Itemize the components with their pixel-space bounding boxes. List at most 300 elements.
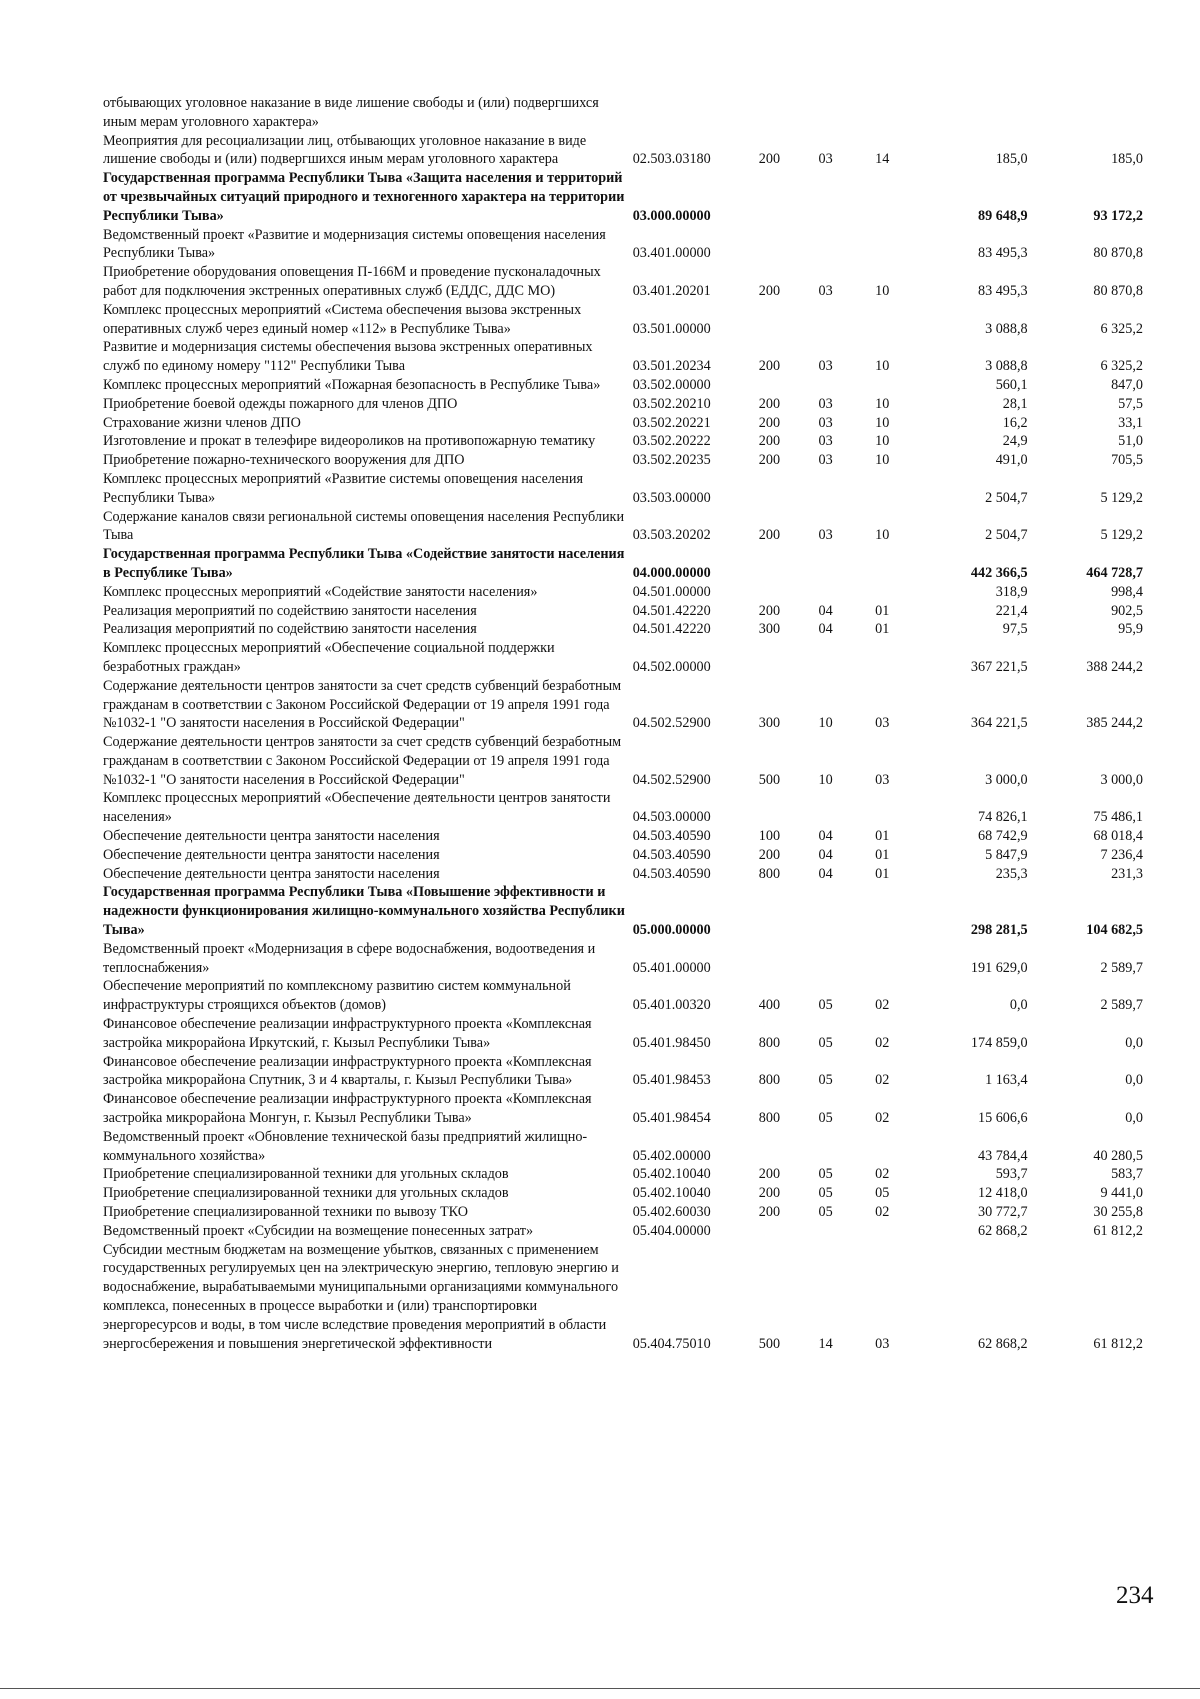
row-section: 04 bbox=[818, 865, 833, 882]
row-sum-year-1: 593,7 bbox=[995, 1166, 1028, 1183]
table-row bbox=[103, 1241, 1143, 1354]
row-sum-year-2: 385 244,2 bbox=[1086, 715, 1143, 732]
row-subsection bbox=[851, 789, 913, 827]
row-code: 02.503.03180 bbox=[632, 151, 711, 168]
row-sum-year-2: 40 280,5 bbox=[1093, 1147, 1143, 1164]
row-subsection: 05 bbox=[875, 1185, 890, 1202]
row-subsection bbox=[851, 1222, 913, 1241]
row-expense-type: 100 bbox=[758, 828, 781, 845]
row-sum-year-2: 33,1 bbox=[1118, 414, 1143, 431]
row-sum-year-2: 80 870,8 bbox=[1093, 245, 1143, 262]
row-section: 05 bbox=[818, 1204, 833, 1221]
row-name: Ведомственный проект «Развитие и модернизация системы оповещения населения Республики Тыва» bbox=[103, 226, 606, 262]
row-name: Государственная программа Республики Тыва «Повышение эффективности и надежности функционирования жилищно-коммунального хозяйства Республики Тыва» bbox=[103, 884, 625, 939]
table-row bbox=[103, 1222, 1143, 1241]
row-section: 03 bbox=[818, 151, 833, 168]
row-name: Приобретение оборудования оповещения П-166М и проведение пусконаладочных работ для подключения экстренных оперативных служб (ЕДДС, ДДС МО) bbox=[103, 264, 601, 299]
table-row bbox=[103, 545, 1143, 583]
table-row bbox=[103, 940, 1143, 978]
row-sum-year-1: 12 418,0 bbox=[977, 1185, 1028, 1202]
row-sum-year-1: 221,4 bbox=[995, 602, 1028, 619]
row-code: 04.503.40590 bbox=[632, 828, 711, 845]
table-row bbox=[103, 827, 1143, 846]
row-subsection bbox=[851, 376, 913, 395]
row-expense-type: 200 bbox=[758, 846, 781, 863]
row-subsection: 02 bbox=[875, 1072, 890, 1089]
row-name: Меоприятия для ресоциализации лиц, отбывающих уголовное наказание в виде лишение свободы и (или) подвергшихся иным мерам уголовного характера bbox=[103, 132, 587, 168]
row-name: отбывающих уголовное наказание в виде лишение свободы и (или) подвергшихся иным мерам уголовного характера» bbox=[103, 95, 599, 130]
row-subsection: 01 bbox=[875, 602, 890, 619]
row-sum-year-1 bbox=[913, 94, 1027, 132]
row-sum-year-2: 231,3 bbox=[1111, 865, 1143, 882]
row-code: 05.402.00000 bbox=[632, 1147, 711, 1164]
row-sum-year-1: 0,0 bbox=[1009, 997, 1028, 1014]
row-sum-year-1: 89 648,9 bbox=[977, 207, 1028, 224]
row-sum-year-2: 9 441,0 bbox=[1100, 1185, 1143, 1202]
row-sum-year-1: 491,0 bbox=[995, 452, 1028, 469]
row-code: 05.402.10040 bbox=[632, 1166, 711, 1183]
row-subsection: 02 bbox=[875, 1204, 890, 1221]
row-section bbox=[800, 169, 851, 225]
row-subsection: 03 bbox=[875, 1335, 890, 1352]
row-name: Государственная программа Республики Тыва «Содействие занятости населения в Республике Тыва» bbox=[103, 546, 625, 581]
row-name: Содержание деятельности центров занятости за счет средств субвенций безработным гражданам в соответствии с Законом Российской Федерации от 19 апреля 1991 года №1032-1 "О занятости населения в Российской Федерации" bbox=[103, 677, 622, 732]
row-subsection bbox=[851, 883, 913, 939]
row-sum-year-1: 191 629,0 bbox=[970, 959, 1028, 976]
row-expense-type: 200 bbox=[758, 1166, 781, 1183]
row-section: 14 bbox=[818, 1335, 833, 1352]
row-sum-year-2: 5 129,2 bbox=[1100, 527, 1143, 544]
row-code: 03.502.20235 bbox=[632, 452, 711, 469]
row-code: 03.501.20234 bbox=[632, 358, 711, 375]
row-name: Финансовое обеспечение реализации инфраструктурного проекта «Комплексная застройка микрорайона Спутник, 3 и 4 кварталы, г. Кызыл Республики Тыва» bbox=[103, 1053, 592, 1089]
row-code: 05.402.10040 bbox=[632, 1185, 711, 1202]
row-subsection: 01 bbox=[875, 846, 890, 863]
row-section: 04 bbox=[818, 621, 833, 638]
table-row bbox=[103, 1128, 1143, 1166]
row-expense-type bbox=[739, 169, 800, 225]
row-expense-type: 200 bbox=[758, 151, 781, 168]
row-name: Обеспечение деятельности центра занятости населения bbox=[103, 846, 440, 863]
row-expense-type: 800 bbox=[758, 1072, 781, 1089]
table-row bbox=[103, 470, 1143, 508]
row-name: Страхование жизни членов ДПО bbox=[103, 414, 301, 431]
row-name: Ведомственный проект «Модернизация в сфере водоснабжения, водоотведения и теплоснабжения» bbox=[103, 940, 596, 976]
table-row bbox=[103, 1090, 1143, 1128]
row-code: 05.404.75010 bbox=[632, 1335, 711, 1352]
row-name: Ведомственный проект «Обновление технической базы предприятий жилищно-коммунального хозяйства» bbox=[103, 1128, 588, 1164]
row-code: 05.402.60030 bbox=[632, 1204, 711, 1221]
row-code: 04.501.42220 bbox=[632, 602, 711, 619]
table-row bbox=[103, 226, 1143, 264]
row-sum-year-2: 388 244,2 bbox=[1086, 658, 1143, 675]
row-subsection: 10 bbox=[875, 452, 890, 469]
row-expense-type bbox=[739, 94, 800, 132]
table-row bbox=[103, 169, 1143, 225]
row-name: Содержание каналов связи региональной системы оповещения населения Республики Тыва bbox=[103, 508, 625, 544]
row-section: 03 bbox=[818, 433, 833, 450]
row-sum-year-1: 174 859,0 bbox=[970, 1034, 1028, 1051]
row-section bbox=[800, 376, 851, 395]
row-expense-type: 200 bbox=[758, 1204, 781, 1221]
table-row bbox=[103, 620, 1143, 639]
table-row bbox=[103, 338, 1143, 376]
row-sum-year-2: 61 812,2 bbox=[1093, 1222, 1143, 1239]
row-sum-year-2: 902,5 bbox=[1111, 602, 1143, 619]
row-sum-year-1: 68 742,9 bbox=[977, 828, 1028, 845]
row-section: 10 bbox=[818, 771, 833, 788]
row-subsection bbox=[851, 94, 913, 132]
row-section: 05 bbox=[818, 1166, 833, 1183]
row-expense-type bbox=[739, 301, 800, 339]
row-name: Комплекс процессных мероприятий «Обеспечение деятельности центров занятости населения» bbox=[103, 790, 611, 826]
row-section bbox=[800, 940, 851, 978]
row-sum-year-2: 998,4 bbox=[1111, 583, 1143, 600]
row-sum-year-2: 583,7 bbox=[1111, 1166, 1143, 1183]
row-name: Приобретение специализированной техники по вывозу ТКО bbox=[103, 1204, 468, 1221]
row-sum-year-2: 104 682,5 bbox=[1086, 922, 1143, 939]
row-subsection: 01 bbox=[875, 828, 890, 845]
row-section: 05 bbox=[818, 997, 833, 1014]
table-row bbox=[103, 639, 1143, 677]
row-code: 04.502.52900 bbox=[632, 715, 711, 732]
row-expense-type: 200 bbox=[758, 282, 781, 299]
row-code: 04.000.00000 bbox=[632, 564, 711, 581]
table-row bbox=[103, 395, 1143, 414]
row-subsection: 10 bbox=[875, 282, 890, 299]
row-sum-year-2: 51,0 bbox=[1118, 433, 1143, 450]
row-sum-year-2: 5 129,2 bbox=[1100, 489, 1143, 506]
table-row bbox=[103, 977, 1143, 1015]
row-expense-type bbox=[739, 376, 800, 395]
table-row bbox=[103, 432, 1143, 451]
row-expense-type bbox=[739, 940, 800, 978]
row-sum-year-1: 28,1 bbox=[1002, 395, 1028, 412]
budget-table bbox=[103, 94, 1143, 1353]
row-sum-year-2: 61 812,2 bbox=[1093, 1335, 1143, 1352]
row-code: 03.503.20202 bbox=[632, 527, 711, 544]
row-expense-type bbox=[739, 583, 800, 602]
row-sum-year-1: 235,3 bbox=[995, 865, 1028, 882]
row-subsection bbox=[851, 545, 913, 583]
row-expense-type: 500 bbox=[758, 771, 781, 788]
row-sum-year-2: 57,5 bbox=[1118, 395, 1143, 412]
table-row bbox=[103, 789, 1143, 827]
row-section bbox=[800, 789, 851, 827]
row-sum-year-1: 442 366,5 bbox=[970, 564, 1028, 581]
table-row bbox=[103, 846, 1143, 865]
row-expense-type: 300 bbox=[758, 715, 781, 732]
row-expense-type: 200 bbox=[758, 452, 781, 469]
row-sum-year-2: 30 255,8 bbox=[1093, 1204, 1143, 1221]
row-sum-year-2 bbox=[1028, 94, 1143, 132]
row-sum-year-2: 6 325,2 bbox=[1100, 358, 1143, 375]
row-subsection: 02 bbox=[875, 997, 890, 1014]
row-section: 03 bbox=[818, 452, 833, 469]
row-code: 05.000.00000 bbox=[632, 922, 711, 939]
table-row bbox=[103, 602, 1143, 621]
row-sum-year-1: 298 281,5 bbox=[970, 922, 1028, 939]
row-expense-type bbox=[739, 789, 800, 827]
row-expense-type bbox=[739, 883, 800, 939]
row-sum-year-2: 75 486,1 bbox=[1093, 809, 1143, 826]
row-section bbox=[800, 583, 851, 602]
row-subsection bbox=[851, 583, 913, 602]
row-code: 04.502.52900 bbox=[632, 771, 711, 788]
row-expense-type bbox=[739, 545, 800, 583]
row-name: Реализация мероприятий по содействию занятости населения bbox=[103, 602, 477, 619]
row-section: 04 bbox=[818, 602, 833, 619]
row-code: 04.501.00000 bbox=[632, 583, 711, 600]
row-expense-type: 200 bbox=[758, 1185, 781, 1202]
budget-table-body bbox=[103, 94, 1143, 1353]
table-row bbox=[103, 132, 1143, 170]
row-subsection: 02 bbox=[875, 1034, 890, 1051]
table-row bbox=[103, 94, 1143, 132]
row-sum-year-1: 16,2 bbox=[1002, 414, 1028, 431]
row-name: Развитие и модернизация системы обеспечения вызова экстренных оперативных служб по единому номеру "112" Республики Тыва bbox=[103, 339, 593, 375]
row-expense-type: 200 bbox=[758, 527, 781, 544]
row-sum-year-2: 847,0 bbox=[1111, 376, 1143, 393]
row-sum-year-2: 2 589,7 bbox=[1100, 959, 1143, 976]
row-code: 03.502.20210 bbox=[632, 395, 711, 412]
row-name: Обеспечение деятельности центра занятости населения bbox=[103, 828, 440, 845]
row-name: Комплекс процессных мероприятий «Развитие системы оповещения населения Республики Тыва» bbox=[103, 470, 583, 506]
row-sum-year-2: 0,0 bbox=[1125, 1034, 1143, 1051]
table-row bbox=[103, 1165, 1143, 1184]
row-section: 03 bbox=[818, 527, 833, 544]
row-subsection: 02 bbox=[875, 1166, 890, 1183]
row-subsection bbox=[851, 226, 913, 264]
row-sum-year-2: 0,0 bbox=[1125, 1072, 1143, 1089]
row-sum-year-1: 318,9 bbox=[995, 583, 1028, 600]
row-expense-type bbox=[739, 1128, 800, 1166]
row-sum-year-1: 43 784,4 bbox=[977, 1147, 1028, 1164]
table-row bbox=[103, 301, 1143, 339]
row-section: 03 bbox=[818, 414, 833, 431]
row-sum-year-2: 80 870,8 bbox=[1093, 282, 1143, 299]
row-expense-type: 300 bbox=[758, 621, 781, 638]
table-row bbox=[103, 414, 1143, 433]
row-name: Приобретение специализированной техники для угольных складов bbox=[103, 1185, 509, 1202]
row-subsection bbox=[851, 301, 913, 339]
row-sum-year-1: 367 221,5 bbox=[970, 658, 1028, 675]
row-expense-type bbox=[739, 1222, 800, 1241]
row-sum-year-2: 95,9 bbox=[1118, 621, 1143, 638]
row-section: 05 bbox=[818, 1110, 833, 1127]
row-section: 10 bbox=[818, 715, 833, 732]
row-code: 03.502.00000 bbox=[632, 376, 711, 393]
row-section: 05 bbox=[818, 1185, 833, 1202]
table-row bbox=[103, 1015, 1143, 1053]
row-subsection: 10 bbox=[875, 414, 890, 431]
row-section: 03 bbox=[818, 358, 833, 375]
row-code: 05.401.98450 bbox=[632, 1034, 711, 1051]
row-code: 03.401.00000 bbox=[632, 245, 711, 262]
row-code: 03.502.20222 bbox=[632, 433, 711, 450]
row-sum-year-1: 2 504,7 bbox=[985, 527, 1028, 544]
row-subsection: 01 bbox=[875, 621, 890, 638]
table-row bbox=[103, 865, 1143, 884]
row-code bbox=[633, 94, 739, 132]
row-sum-year-1: 62 868,2 bbox=[977, 1335, 1028, 1352]
row-section bbox=[800, 94, 851, 132]
row-sum-year-1: 24,9 bbox=[1002, 433, 1028, 450]
row-subsection: 02 bbox=[875, 1110, 890, 1127]
row-section: 03 bbox=[818, 282, 833, 299]
row-section bbox=[800, 883, 851, 939]
row-sum-year-2: 705,5 bbox=[1111, 452, 1143, 469]
row-sum-year-2: 0,0 bbox=[1125, 1110, 1143, 1127]
row-section bbox=[800, 1128, 851, 1166]
row-sum-year-2: 2 589,7 bbox=[1100, 997, 1143, 1014]
row-sum-year-1: 74 826,1 bbox=[977, 809, 1028, 826]
row-sum-year-1: 3 000,0 bbox=[985, 771, 1028, 788]
row-code: 04.502.00000 bbox=[632, 658, 711, 675]
row-section bbox=[800, 301, 851, 339]
row-sum-year-1: 364 221,5 bbox=[970, 715, 1028, 732]
row-expense-type: 500 bbox=[758, 1335, 781, 1352]
table-row bbox=[103, 1184, 1143, 1203]
row-sum-year-1: 15 606,6 bbox=[977, 1110, 1028, 1127]
row-expense-type: 200 bbox=[758, 358, 781, 375]
row-sum-year-1: 3 088,8 bbox=[985, 320, 1028, 337]
row-subsection: 03 bbox=[875, 771, 890, 788]
row-sum-year-1: 560,1 bbox=[995, 376, 1028, 393]
row-subsection bbox=[851, 940, 913, 978]
row-expense-type bbox=[739, 470, 800, 508]
row-expense-type: 400 bbox=[758, 997, 781, 1014]
row-code: 04.501.42220 bbox=[632, 621, 711, 638]
row-code: 04.503.00000 bbox=[632, 809, 711, 826]
row-code: 03.503.00000 bbox=[632, 489, 711, 506]
row-code: 05.404.00000 bbox=[632, 1222, 711, 1239]
table-row bbox=[103, 1053, 1143, 1091]
row-sum-year-1: 1 163,4 bbox=[985, 1072, 1028, 1089]
row-section bbox=[800, 470, 851, 508]
row-section: 03 bbox=[818, 395, 833, 412]
row-section: 05 bbox=[818, 1072, 833, 1089]
row-name: Комплекс процессных мероприятий «Содействие занятости населения» bbox=[103, 583, 538, 600]
table-row bbox=[103, 451, 1143, 470]
row-code: 04.503.40590 bbox=[632, 865, 711, 882]
row-sum-year-2: 6 325,2 bbox=[1100, 320, 1143, 337]
row-section bbox=[800, 1222, 851, 1241]
row-name: Обеспечение мероприятий по комплексному развитию систем коммунальной инфраструктуры строящихся объектов (домов) bbox=[103, 978, 571, 1014]
row-sum-year-1: 83 495,3 bbox=[977, 282, 1028, 299]
row-sum-year-2: 93 172,2 bbox=[1093, 207, 1143, 224]
row-expense-type: 200 bbox=[758, 395, 781, 412]
table-row bbox=[103, 508, 1143, 546]
row-code: 03.501.00000 bbox=[632, 320, 711, 337]
row-name: Комплекс процессных мероприятий «Пожарная безопасность в Республике Тыва» bbox=[103, 376, 601, 393]
row-subsection: 03 bbox=[875, 715, 890, 732]
row-subsection: 01 bbox=[875, 865, 890, 882]
table-row bbox=[103, 883, 1143, 939]
row-section: 04 bbox=[818, 846, 833, 863]
row-name: Субсидии местным бюджетам на возмещение убытков, связанных с применением государственных регулируемых цен на электрическую энергию, тепловую энергию и водоснабжение, вырабатываемыми муниципальными организациями коммунального комплекса, понесенных в процессе выработки и (или) транспортировки энергоресурсов и воды, в том числе вследствие проведения мероприятий в области энергосбережения и повышения энергетической эффективности bbox=[103, 1241, 619, 1352]
row-section bbox=[800, 639, 851, 677]
row-expense-type: 800 bbox=[758, 1110, 781, 1127]
row-sum-year-2: 185,0 bbox=[1111, 151, 1143, 168]
row-expense-type: 800 bbox=[758, 865, 781, 882]
row-subsection: 10 bbox=[875, 527, 890, 544]
row-code: 03.000.00000 bbox=[632, 207, 711, 224]
row-sum-year-1: 30 772,7 bbox=[977, 1204, 1028, 1221]
row-sum-year-1: 83 495,3 bbox=[977, 245, 1028, 262]
row-name: Приобретение пожарно-технического вооружения для ДПО bbox=[103, 452, 465, 469]
row-name: Обеспечение деятельности центра занятости населения bbox=[103, 865, 440, 882]
table-row bbox=[103, 1203, 1143, 1222]
row-section bbox=[800, 226, 851, 264]
row-name: Государственная программа Республики Тыва «Защита населения и территорий от чрезвычайных ситуаций природного и техногенного характера на территории Республики Тыва» bbox=[103, 170, 625, 224]
row-code: 05.401.98454 bbox=[632, 1110, 711, 1127]
row-section: 04 bbox=[818, 828, 833, 845]
table-row bbox=[103, 263, 1143, 301]
row-sum-year-2: 68 018,4 bbox=[1093, 828, 1143, 845]
row-sum-year-2: 7 236,4 bbox=[1100, 846, 1143, 863]
row-expense-type: 200 bbox=[758, 602, 781, 619]
row-sum-year-2: 464 728,7 bbox=[1086, 564, 1143, 581]
row-name: Приобретение боевой одежды пожарного для членов ДПО bbox=[103, 395, 458, 412]
row-section bbox=[800, 545, 851, 583]
row-code: 05.401.00320 bbox=[632, 997, 711, 1014]
row-name: Содержание деятельности центров занятости за счет средств субвенций безработным гражданам в соответствии с Законом Российской Федерации от 19 апреля 1991 года №1032-1 "О занятости населения в Российской Федерации" bbox=[103, 734, 622, 788]
row-name: Финансовое обеспечение реализации инфраструктурного проекта «Комплексная застройка микрорайона Монгун, г. Кызыл Республики Тыва» bbox=[103, 1091, 592, 1127]
table-row bbox=[103, 677, 1143, 733]
row-name: Приобретение специализированной техники для угольных складов bbox=[103, 1166, 509, 1183]
row-sum-year-1: 97,5 bbox=[1002, 621, 1028, 638]
row-name: Изготовление и прокат в телеэфире видеороликов на противопожарную тематику bbox=[103, 433, 596, 450]
row-code: 03.401.20201 bbox=[632, 282, 711, 299]
table-row bbox=[103, 583, 1143, 602]
row-sum-year-1: 62 868,2 bbox=[977, 1222, 1028, 1239]
row-subsection bbox=[851, 470, 913, 508]
row-subsection: 10 bbox=[875, 433, 890, 450]
row-subsection bbox=[851, 639, 913, 677]
row-expense-type: 200 bbox=[758, 433, 781, 450]
row-sum-year-1: 5 847,9 bbox=[985, 846, 1028, 863]
row-name: Реализация мероприятий по содействию занятости населения bbox=[103, 621, 477, 638]
row-subsection: 14 bbox=[875, 151, 890, 168]
page-number: 234 bbox=[1116, 1582, 1154, 1609]
row-expense-type: 200 bbox=[758, 414, 781, 431]
row-expense-type bbox=[739, 226, 800, 264]
row-subsection: 10 bbox=[875, 395, 890, 412]
bottom-rule bbox=[0, 1688, 1200, 1689]
row-sum-year-1: 2 504,7 bbox=[985, 489, 1028, 506]
row-name: Комплекс процессных мероприятий «Система обеспечения вызова экстренных оперативных служб через единый номер «112» в Республике Тыва» bbox=[103, 301, 582, 337]
row-sum-year-1: 185,0 bbox=[995, 151, 1028, 168]
row-code: 03.502.20221 bbox=[632, 414, 711, 431]
table-row bbox=[103, 733, 1143, 789]
row-sum-year-1: 3 088,8 bbox=[985, 358, 1028, 375]
row-subsection: 10 bbox=[875, 358, 890, 375]
table-row bbox=[103, 376, 1143, 395]
row-name: Ведомственный проект «Субсидии на возмещение понесенных затрат» bbox=[103, 1222, 534, 1239]
row-name: Финансовое обеспечение реализации инфраструктурного проекта «Комплексная застройка микрорайона Иркутский, г. Кызыл Республики Тыва» bbox=[103, 1016, 592, 1051]
row-section: 05 bbox=[818, 1034, 833, 1051]
row-code: 05.401.98453 bbox=[632, 1072, 711, 1089]
row-sum-year-2: 3 000,0 bbox=[1100, 771, 1143, 788]
row-name: Комплекс процессных мероприятий «Обеспечение социальной поддержки безработных граждан» bbox=[103, 640, 555, 675]
row-expense-type bbox=[739, 639, 800, 677]
row-subsection bbox=[851, 1128, 913, 1166]
row-expense-type: 800 bbox=[758, 1034, 781, 1051]
row-code: 04.503.40590 bbox=[632, 846, 711, 863]
row-code: 05.401.00000 bbox=[632, 959, 711, 976]
row-subsection bbox=[851, 169, 913, 225]
